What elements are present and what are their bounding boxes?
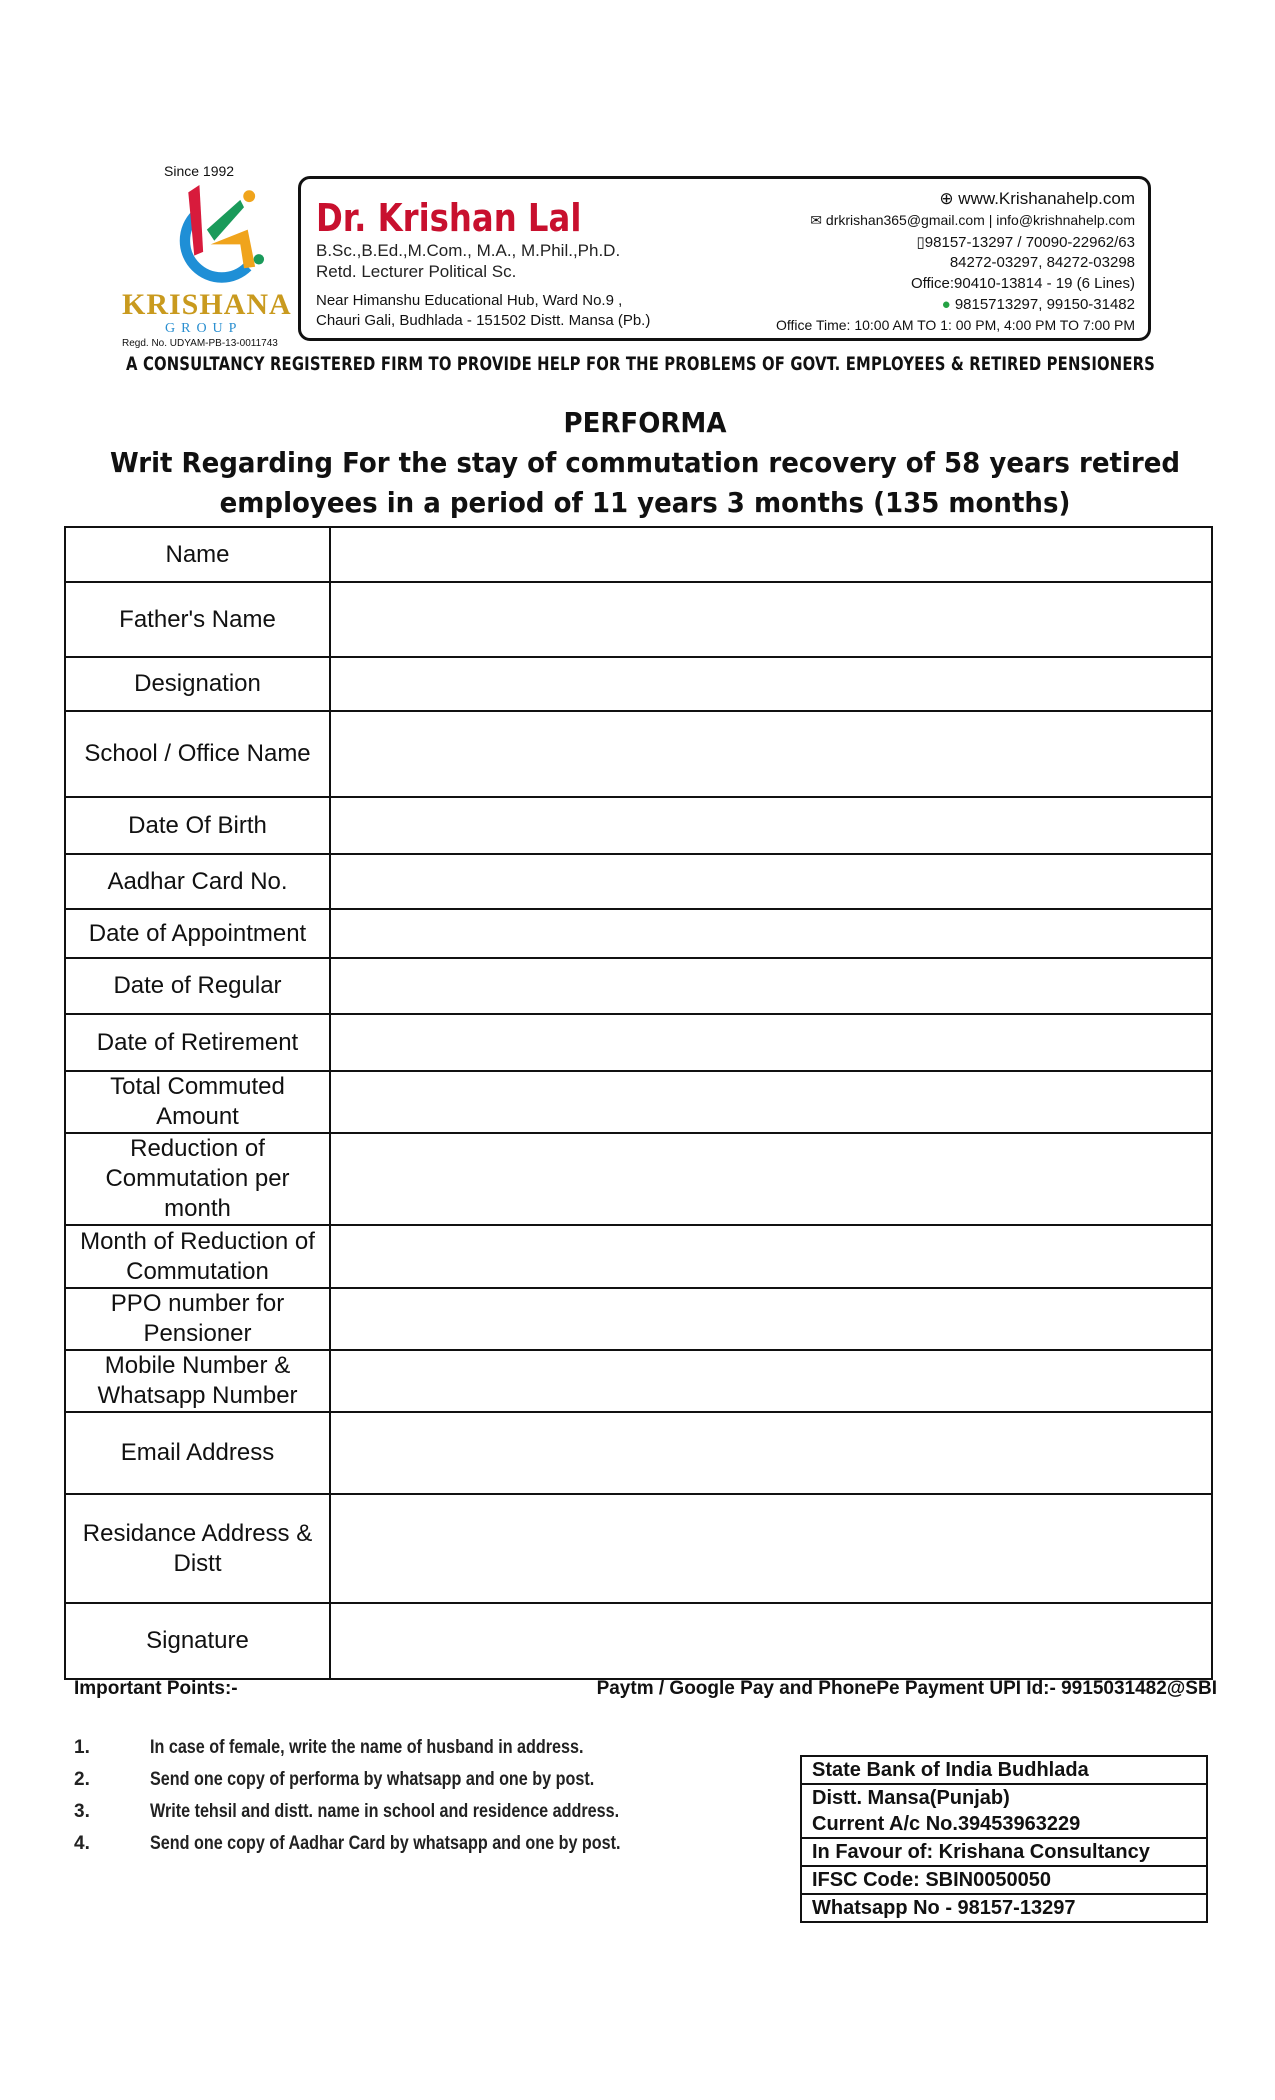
point-text: Write tehsil and distt. name in school and residence address. [150, 1801, 620, 1822]
field-value[interactable] [330, 1014, 1212, 1071]
registration-number: Regd. No. UDYAM-PB-13-0011743 [122, 338, 278, 349]
bank-ifsc: IFSC Code: SBIN0050050 [801, 1866, 1207, 1894]
form-row [65, 657, 1212, 711]
form-row [65, 1133, 1212, 1225]
field-value[interactable] [330, 1603, 1212, 1679]
field-value[interactable] [330, 1494, 1212, 1603]
field-label: School / Office Name [65, 711, 330, 797]
since-text: Since 1992 [164, 163, 235, 179]
field-label: Aadhar Card No. [65, 854, 330, 909]
form-row [65, 1350, 1212, 1412]
important-point [74, 1737, 660, 1759]
bank-distt-account [801, 1784, 1207, 1838]
krishana-logo-icon [148, 185, 288, 289]
form-row [65, 1225, 1212, 1288]
point-text: Send one copy of Aadhar Card by whatsapp and one by post. [150, 1833, 621, 1854]
whatsapp-numbers: 9815713297, 99150-31482 [954, 296, 1135, 313]
field-value[interactable] [330, 854, 1212, 909]
form-row [65, 1603, 1212, 1679]
whatsapp-icon: ● [941, 296, 955, 313]
tagline: A CONSULTANCY REGISTERED FIRM TO PROVIDE HELP FOR THE PROBLEMS OF GOVT. EMPLOYEES & RETIRED PENSIONERS [126, 353, 1156, 375]
form-row [65, 909, 1212, 958]
field-label: Total Commuted Amount [65, 1071, 330, 1133]
form-row [65, 1071, 1212, 1133]
field-label: Designation [65, 657, 330, 711]
emails: drkrishan365@gmail.com | info@krishnahelp.com [825, 212, 1135, 228]
point-number: 1. [74, 1737, 90, 1758]
field-value[interactable] [330, 1133, 1212, 1225]
form-table [64, 526, 1213, 1680]
field-value[interactable] [330, 1288, 1212, 1350]
subtitle-line-2: employees in a period of 11 years 3 months (135 months) [219, 486, 1071, 519]
field-value[interactable] [330, 1225, 1212, 1288]
field-value[interactable] [330, 582, 1212, 657]
bank-name: State Bank of India Budhlada [801, 1756, 1207, 1784]
form-row [65, 1014, 1212, 1071]
address-line-1: Near Himanshu Educational Hub, Ward No.9 , [316, 292, 623, 309]
point-number: 3. [74, 1801, 90, 1822]
phone-icon: ▯ [916, 234, 925, 251]
field-value[interactable] [330, 711, 1212, 797]
form-row [65, 582, 1212, 657]
upi-id: Paytm / Google Pay and PhonePe Payment UPI Id:- 9915031482@SBI [596, 1678, 1217, 1699]
field-label: Signature [65, 1603, 330, 1679]
brand-group: GROUP [165, 321, 243, 336]
mail-icon: ✉ [810, 212, 826, 228]
website: www.Krishanahelp.com [958, 189, 1135, 208]
field-value[interactable] [330, 657, 1212, 711]
field-value[interactable] [330, 1350, 1212, 1412]
degrees: B.Sc.,B.Ed.,M.Com., M.A., M.Phil.,Ph.D. [316, 241, 621, 260]
bank-whatsapp: Whatsapp No - 98157-13297 [801, 1894, 1207, 1922]
form-row [65, 1412, 1212, 1494]
form-row [65, 797, 1212, 854]
point-text: In case of female, write the name of husband in address. [150, 1737, 584, 1758]
field-label: Date of Appointment [65, 909, 330, 958]
point-number: 2. [74, 1769, 90, 1790]
field-value[interactable] [330, 958, 1212, 1014]
office-time: Office Time: 10:00 AM TO 1: 00 PM, 4:00 PM TO 7:00 PM [776, 317, 1135, 333]
field-label: Residance Address & Distt [65, 1494, 330, 1603]
field-value[interactable] [330, 1412, 1212, 1494]
bank-distt: Distt. Mansa(Punjab) [812, 1787, 1010, 1809]
important-points-heading: Important Points:- [74, 1678, 238, 1699]
field-value[interactable] [330, 797, 1212, 854]
form-row [65, 1494, 1212, 1603]
page-title: PERFORMA [563, 406, 727, 439]
field-label: Email Address [65, 1412, 330, 1494]
point-text: Send one copy of performa by whatsapp and one by post. [150, 1769, 595, 1790]
field-label: PPO number for Pensioner [65, 1288, 330, 1350]
form-row [65, 958, 1212, 1014]
bank-favour: In Favour of: Krishana Consultancy [801, 1838, 1207, 1866]
field-value[interactable] [330, 527, 1212, 582]
form-row [65, 527, 1212, 582]
form-row [65, 711, 1212, 797]
form-row [65, 854, 1212, 909]
phone-1: 98157-13297 / 70090-22962/63 [924, 234, 1135, 251]
phone-2: 84272-03297, 84272-03298 [949, 254, 1135, 271]
bank-account: Current A/c No.39453963229 [812, 1813, 1081, 1835]
bank-details [800, 1755, 1208, 1923]
field-label: Reduction of Commutation per month [65, 1133, 330, 1225]
doctor-name: Dr. Krishan Lal [316, 196, 582, 240]
office-phone: Office:90410-13814 - 19 (6 Lines) [910, 275, 1135, 292]
field-label: Date of Retirement [65, 1014, 330, 1071]
brand-name: KRISHANA [122, 288, 292, 321]
field-label: Mobile Number & Whatsapp Number [65, 1350, 330, 1412]
subtitle-line-1: Writ Regarding For the stay of commutation recovery of 58 years retired [110, 446, 1180, 479]
important-point [74, 1833, 704, 1855]
field-value[interactable] [330, 909, 1212, 958]
globe-icon: ⊕ [939, 189, 959, 208]
field-label: Month of Reduction of Commutation [65, 1225, 330, 1288]
point-number: 4. [74, 1833, 90, 1854]
field-label: Name [65, 527, 330, 582]
important-point [74, 1801, 702, 1823]
field-label: Father's Name [65, 582, 330, 657]
important-point [74, 1769, 673, 1791]
designation-text: Retd. Lecturer Political Sc. [316, 262, 517, 281]
address-line-2: Chauri Gali, Budhlada - 151502 Distt. Mansa (Pb.) [316, 312, 651, 329]
field-label: Date of Regular [65, 958, 330, 1014]
field-value[interactable] [330, 1071, 1212, 1133]
field-label: Date Of Birth [65, 797, 330, 854]
form-row [65, 1288, 1212, 1350]
